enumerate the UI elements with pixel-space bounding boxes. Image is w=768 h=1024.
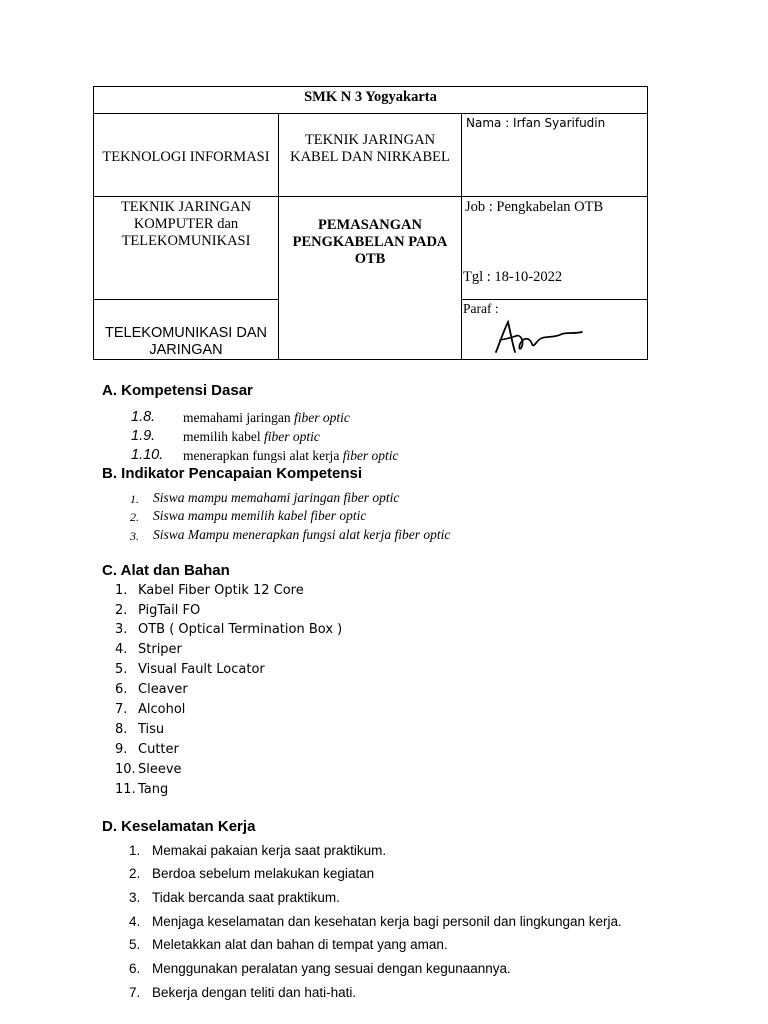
list-item: Siswa mampu memilih kabel fiber optic: [153, 508, 367, 523]
list-item-number: 2.: [129, 866, 141, 881]
date-label: Tgl : 18-10-2022: [463, 269, 563, 285]
list-item: Bekerja dengan teliti dan hati-hati.: [152, 985, 357, 1000]
table-divider: [461, 113, 462, 360]
list-item: Visual Fault Locator: [138, 662, 265, 677]
list-item: Cutter: [138, 742, 179, 757]
list-item: OTB ( Optical Termination Box ): [138, 622, 343, 637]
list-item-number: 2.: [115, 603, 128, 618]
list-item: Memakai pakaian kerja saat praktikum.: [152, 843, 387, 858]
list-item-number: 3.: [115, 622, 128, 637]
list-item-number: 6.: [115, 682, 128, 697]
table-divider: [93, 113, 648, 114]
list-item-number: 10.: [115, 762, 136, 777]
list-item-number: 4.: [115, 642, 128, 657]
list-item-number: 9.: [115, 742, 128, 757]
table-divider: [93, 299, 279, 300]
list-item: Tidak bercanda saat praktikum.: [152, 890, 340, 905]
list-item-number: 7.: [115, 702, 128, 717]
list-item-number: 11.: [115, 782, 136, 797]
list-item-number: 8.: [115, 722, 128, 737]
list-item: Siswa mampu memahami jaringan fiber optic: [153, 490, 400, 505]
student-name: Nama : Irfan Syarifudin: [466, 116, 606, 130]
list-item: memilih kabel fiber optic: [183, 429, 320, 444]
list-item-number: 2.: [130, 510, 139, 524]
list-item-number: 1.10.: [131, 447, 164, 463]
list-item: Berdoa sebelum melakukan kegiatan: [152, 866, 375, 881]
list-item-number: 4.: [129, 914, 141, 929]
list-item: memahami jaringan fiber optic: [183, 410, 350, 425]
list-item: Tisu: [138, 722, 165, 737]
section-c-title: C. Alat dan Bahan: [102, 562, 230, 579]
subject-label: TEKNIK JARINGAN KABEL DAN NIRKABEL: [290, 132, 450, 165]
list-item-number: 3.: [130, 529, 139, 543]
program-label: TEKNIK JARINGAN KOMPUTER dan TELEKOMUNIKASI: [120, 199, 252, 249]
list-item: Menjaga keselamatan dan kesehatan kerja bagi personil dan lingkungan kerja.: [152, 914, 622, 929]
list-item: Alcohol: [138, 702, 186, 717]
list-item: Tang: [138, 782, 169, 797]
list-item: Cleaver: [138, 682, 188, 697]
list-item-number: 5.: [115, 662, 128, 677]
list-item: menerapkan fungsi alat kerja fiber optic: [183, 448, 399, 463]
list-item-number: 1.8.: [131, 409, 156, 425]
list-item-number: 6.: [129, 961, 141, 976]
section-b-title: B. Indikator Pencapaian Kompetensi: [102, 465, 363, 482]
field-label: TEKNOLOGI INFORMASI: [102, 149, 270, 165]
list-item: Menggunakan peralatan yang sesuai dengan kegunaannya.: [152, 961, 511, 976]
job-label: Job : Pengkabelan OTB: [465, 199, 604, 215]
signature-image: [488, 316, 588, 358]
list-item: Siswa Mampu menerapkan fungsi alat kerja fiber optic: [153, 527, 451, 542]
signature-label: Paraf :: [463, 301, 499, 316]
school-name: SMK N 3 Yogyakarta: [304, 89, 437, 105]
list-item-number: 5.: [129, 937, 141, 952]
list-item: PigTail FO: [138, 603, 201, 618]
list-item-number: 1.: [129, 843, 141, 858]
department-label: TELEKOMUNIKASI DAN JARINGAN: [105, 325, 267, 358]
list-item: Kabel Fiber Optik 12 Core: [138, 583, 304, 598]
list-item-number: 1.9.: [131, 428, 156, 444]
table-divider: [93, 196, 648, 197]
topic-label: PEMASANGAN PENGKABELAN PADA OTB: [292, 217, 448, 267]
list-item-number: 7.: [129, 985, 141, 1000]
list-item: Striper: [138, 642, 182, 657]
table-divider: [278, 113, 279, 360]
list-item: Sleeve: [138, 762, 182, 777]
list-item-number: 1.: [130, 492, 139, 506]
list-item-number: 3.: [129, 890, 141, 905]
section-a-title: A. Kompetensi Dasar: [102, 382, 253, 399]
list-item: Meletakkan alat dan bahan di tempat yang aman.: [152, 937, 448, 952]
list-item-number: 1.: [115, 583, 128, 598]
section-d-title: D. Keselamatan Kerja: [102, 818, 256, 835]
